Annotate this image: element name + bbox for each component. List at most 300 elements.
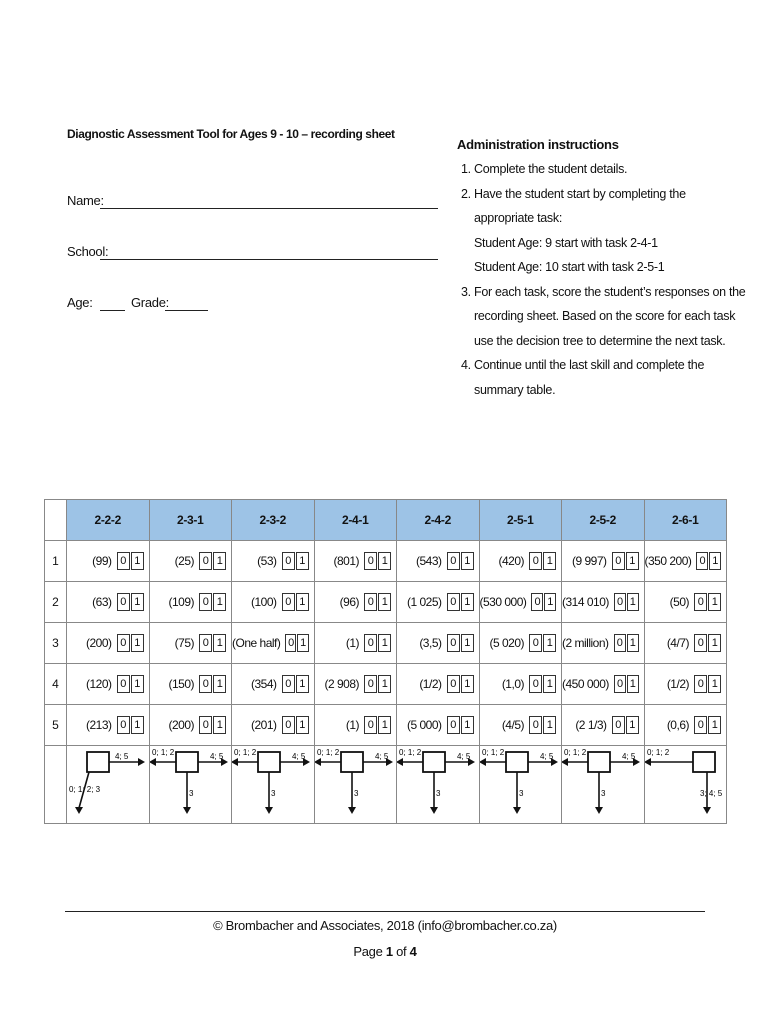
left-score-label: 0; 1; 2 — [399, 748, 422, 757]
response-cell — [562, 623, 645, 664]
instruction-item: 1. Complete the student details. — [474, 157, 747, 182]
cell-content — [645, 716, 727, 734]
cell-content — [480, 716, 562, 734]
cell-content — [480, 593, 562, 611]
task-header: 2-2-2 — [67, 500, 150, 541]
score-one-box[interactable]: 1 — [626, 716, 639, 734]
decision-tree-cell — [644, 746, 727, 824]
score-zero-box[interactable]: 0 — [447, 716, 460, 734]
response-cell — [149, 705, 232, 746]
task-header: 2-3-2 — [232, 500, 315, 541]
score-zero-box[interactable]: 0 — [447, 593, 460, 611]
table-row — [45, 705, 727, 746]
name-field[interactable] — [100, 208, 438, 209]
score-zero-box[interactable]: 0 — [199, 552, 212, 570]
score-zero-box[interactable]: 0 — [282, 593, 295, 611]
down-arrowhead — [430, 807, 438, 814]
expected-answer: (314 010) — [562, 595, 609, 609]
expected-answer: (63) — [92, 595, 112, 609]
task-header: 2-3-1 — [149, 500, 232, 541]
score-one-box[interactable]: 1 — [131, 552, 144, 570]
footer-copyright: © Brombacher and Associates, 2018 (info@brombacher.co.za) — [213, 918, 557, 933]
score-one-box[interactable]: 1 — [461, 716, 474, 734]
cell-content — [67, 593, 149, 611]
score-zero-box[interactable]: 0 — [285, 634, 296, 652]
score-one-box[interactable]: 1 — [543, 675, 556, 693]
task-header: 2-4-2 — [397, 500, 480, 541]
row-number: 2 — [45, 582, 67, 623]
recording-table — [44, 499, 727, 824]
left-arrowhead — [562, 758, 568, 766]
decision-tree-diagram — [150, 746, 230, 818]
cell-content — [232, 675, 314, 693]
expected-answer: (354) — [250, 677, 277, 691]
expected-answer: (1/2) — [419, 677, 442, 691]
score-one-box[interactable]: 1 — [709, 552, 721, 570]
response-cell — [314, 664, 397, 705]
response-cell — [644, 541, 727, 582]
instructions-list — [457, 157, 747, 402]
expected-answer: (5 000) — [406, 718, 442, 732]
task-box — [693, 752, 715, 772]
cell-content — [562, 552, 644, 570]
score-one-box[interactable]: 1 — [378, 552, 391, 570]
left-score-label: 0; 1; 2 — [646, 748, 669, 757]
expected-answer: (350 200) — [644, 554, 692, 568]
right-score-label: 4; 5 — [457, 752, 471, 761]
cell-content — [562, 675, 644, 693]
task-header: 2-4-1 — [314, 500, 397, 541]
response-cell — [314, 623, 397, 664]
right-arrowhead — [138, 758, 145, 766]
cell-content — [645, 634, 727, 652]
left-score-label: 0; 1; 2 — [481, 748, 504, 757]
cell-content — [315, 593, 397, 611]
cell-content — [150, 675, 232, 693]
score-one-box[interactable]: 1 — [378, 593, 391, 611]
right-score-label: 4; 5 — [622, 752, 636, 761]
response-cell — [314, 705, 397, 746]
expected-answer: (53) — [257, 554, 277, 568]
down-arrowhead — [183, 807, 191, 814]
cell-content — [315, 675, 397, 693]
response-cell — [479, 664, 562, 705]
expected-answer: (3,5) — [419, 636, 442, 650]
score-zero-box[interactable]: 0 — [199, 716, 212, 734]
task-header: 2-5-2 — [562, 500, 645, 541]
score-one-box[interactable]: 1 — [131, 675, 144, 693]
school-label: School: — [67, 244, 109, 259]
instruction-item: 3. For each task, score the student’s responses on the recording sheet. Based on the score for each task use the decision tree to determine the next task. — [474, 280, 747, 354]
response-cell — [644, 664, 727, 705]
score-one-box[interactable]: 1 — [543, 634, 556, 652]
score-one-box[interactable]: 1 — [213, 716, 226, 734]
expected-answer: (2 million) — [562, 636, 609, 650]
age-field[interactable] — [100, 310, 125, 311]
cell-content — [232, 634, 314, 652]
left-arrowhead — [645, 758, 651, 766]
score-zero-box[interactable]: 0 — [364, 593, 377, 611]
score-zero-box[interactable]: 0 — [364, 675, 377, 693]
down-score-label: 3 — [601, 789, 606, 798]
age-label: Age: — [67, 295, 93, 310]
score-zero-box[interactable]: 0 — [529, 675, 542, 693]
expected-answer: (25) — [174, 554, 194, 568]
cell-content — [150, 716, 232, 734]
expected-answer: (2 908) — [324, 677, 359, 691]
expected-answer: (1,0) — [501, 677, 524, 691]
page-of: of — [392, 944, 410, 959]
table-row — [45, 582, 727, 623]
task-box — [506, 752, 528, 772]
response-cell — [67, 705, 150, 746]
score-zero-box[interactable]: 0 — [694, 675, 707, 693]
expected-answer: (450 000) — [562, 677, 609, 691]
response-cell — [149, 623, 232, 664]
instruction-item — [474, 182, 747, 280]
score-zero-box[interactable]: 0 — [282, 552, 295, 570]
response-cell — [232, 582, 315, 623]
decision-tree-diagram — [397, 746, 477, 818]
score-zero-box[interactable]: 0 — [614, 634, 626, 652]
cell-content — [67, 716, 149, 734]
score-one-box[interactable]: 1 — [708, 716, 721, 734]
page-total: 4 — [409, 944, 417, 959]
expected-answer: (100) — [250, 595, 277, 609]
score-one-box[interactable]: 1 — [544, 593, 556, 611]
instruction-item-text: Have the student start by completing the appropriate task: — [474, 186, 686, 225]
left-score-label: 0; 1; 2 — [151, 748, 174, 757]
score-one-box[interactable]: 1 — [131, 716, 144, 734]
response-cell — [644, 623, 727, 664]
expected-answer: (1) — [345, 718, 359, 732]
score-one-box[interactable]: 1 — [543, 716, 556, 734]
cell-content — [480, 675, 562, 693]
cell-content — [232, 552, 314, 570]
expected-answer: (50) — [669, 595, 689, 609]
down-arrowhead — [265, 807, 273, 814]
score-one-box[interactable]: 1 — [708, 634, 721, 652]
expected-answer: (1/2) — [666, 677, 689, 691]
score-one-box[interactable]: 1 — [131, 593, 144, 611]
table-row — [45, 664, 727, 705]
expected-answer: (5 020) — [489, 636, 524, 650]
score-zero-box[interactable]: 0 — [117, 634, 130, 652]
score-one-box[interactable]: 1 — [296, 593, 309, 611]
decision-tree-cell — [149, 746, 232, 824]
score-zero-box[interactable]: 0 — [529, 634, 542, 652]
task-box — [87, 752, 109, 772]
response-cell — [67, 664, 150, 705]
right-score-label: 4; 5 — [374, 752, 388, 761]
expected-answer: (109) — [168, 595, 194, 609]
expected-answer: (530 000) — [479, 595, 527, 609]
score-zero-box[interactable]: 0 — [447, 675, 460, 693]
instruction-item: 4. Continue until the last skill and complete the summary table. — [474, 353, 747, 402]
score-one-box[interactable]: 1 — [213, 675, 226, 693]
down-score-label: 3 — [188, 789, 193, 798]
score-one-box[interactable]: 1 — [626, 552, 639, 570]
response-cell — [67, 623, 150, 664]
score-zero-box[interactable]: 0 — [117, 593, 130, 611]
expected-answer: (120) — [85, 677, 112, 691]
score-one-box[interactable]: 1 — [297, 634, 308, 652]
expected-answer: (150) — [168, 677, 194, 691]
table-row — [45, 541, 727, 582]
decision-tree-diagram — [67, 746, 147, 818]
decision-tree-cell — [314, 746, 397, 824]
expected-answer: (801) — [333, 554, 359, 568]
expected-answer: (1 025) — [406, 595, 442, 609]
left-arrowhead — [397, 758, 403, 766]
expected-answer: (9 997) — [571, 554, 607, 568]
cell-content — [480, 634, 562, 652]
expected-answer: (75) — [174, 636, 194, 650]
score-zero-box[interactable]: 0 — [447, 552, 460, 570]
right-score-label: 4; 5 — [115, 752, 129, 761]
expected-answer: (201) — [250, 718, 277, 732]
left-score-label: 0; 1; 2 — [316, 748, 339, 757]
cell-content — [67, 675, 149, 693]
instruction-sub-item: Student Age: 9 start with task 2-4-1 — [474, 235, 658, 250]
score-zero-box[interactable]: 0 — [447, 634, 460, 652]
score-zero-box[interactable]: 0 — [364, 552, 377, 570]
score-one-box[interactable]: 1 — [296, 716, 309, 734]
response-cell — [149, 541, 232, 582]
name-label: Name: — [67, 193, 104, 208]
expected-answer: (0,6) — [666, 718, 689, 732]
score-zero-box[interactable]: 0 — [612, 716, 625, 734]
response-cell — [562, 705, 645, 746]
response-cell — [149, 664, 232, 705]
grade-field[interactable] — [165, 310, 208, 311]
score-one-box[interactable]: 1 — [461, 552, 474, 570]
score-zero-box[interactable]: 0 — [199, 675, 212, 693]
score-zero-box[interactable]: 0 — [364, 716, 377, 734]
left-arrowhead — [480, 758, 486, 766]
response-cell — [562, 582, 645, 623]
score-zero-box[interactable]: 0 — [282, 675, 295, 693]
right-score-label: 4; 5 — [292, 752, 306, 761]
cell-content — [150, 552, 232, 570]
expected-answer: (420) — [498, 554, 524, 568]
grade-label: Grade: — [131, 295, 169, 310]
blank-cell — [45, 746, 67, 824]
decision-tree-cell — [232, 746, 315, 824]
score-one-box[interactable]: 1 — [213, 552, 226, 570]
down-arrowhead — [513, 807, 521, 814]
response-cell — [232, 664, 315, 705]
down-arrowhead — [348, 807, 356, 814]
decision-tree-row — [45, 746, 727, 824]
header-row — [45, 500, 727, 541]
expected-answer: (96) — [339, 595, 359, 609]
score-one-box[interactable]: 1 — [461, 593, 474, 611]
score-one-box[interactable]: 1 — [296, 552, 309, 570]
response-cell — [67, 541, 150, 582]
score-zero-box[interactable]: 0 — [529, 552, 542, 570]
response-cell — [232, 705, 315, 746]
response-cell — [232, 541, 315, 582]
decision-tree-cell — [67, 746, 150, 824]
decision-tree-cell — [562, 746, 645, 824]
score-zero-box[interactable]: 0 — [117, 552, 130, 570]
response-cell — [149, 582, 232, 623]
task-box — [423, 752, 445, 772]
score-one-box[interactable]: 1 — [627, 634, 639, 652]
cell-content — [397, 675, 479, 693]
down-score-label: 3 — [271, 789, 276, 798]
page-number — [0, 944, 770, 959]
expected-answer: (One half) — [232, 636, 281, 650]
score-one-box[interactable]: 1 — [627, 675, 639, 693]
left-score-label: 0; 1; 2 — [234, 748, 257, 757]
down-score-label: 0; 1; 2; 3 — [69, 785, 101, 794]
decision-tree-diagram — [315, 746, 395, 818]
score-zero-box[interactable]: 0 — [529, 716, 542, 734]
left-arrowhead — [232, 758, 238, 766]
instruction-sub-item: Student Age: 10 start with task 2-5-1 — [474, 260, 665, 274]
task-header: 2-6-1 — [644, 500, 727, 541]
response-cell — [397, 623, 480, 664]
response-cell — [397, 541, 480, 582]
score-zero-box[interactable]: 0 — [694, 634, 707, 652]
down-score-label: 3 — [436, 789, 441, 798]
expected-answer: (4/5) — [501, 718, 524, 732]
decision-tree-diagram — [480, 746, 560, 818]
response-cell — [314, 541, 397, 582]
left-score-label: 0; 1; 2 — [564, 748, 587, 757]
task-header: 2-5-1 — [479, 500, 562, 541]
right-score-label: 4; 5 — [209, 752, 223, 761]
response-cell — [479, 582, 562, 623]
response-cell — [397, 582, 480, 623]
cell-content — [645, 593, 727, 611]
expected-answer: (2 1/3) — [575, 718, 607, 732]
down-score-label: 3; 4; 5 — [699, 789, 722, 798]
decision-tree-cell — [479, 746, 562, 824]
cell-content — [150, 634, 232, 652]
score-one-box[interactable]: 1 — [213, 634, 226, 652]
cell-content — [397, 552, 479, 570]
expected-answer: (1) — [345, 636, 359, 650]
cell-content — [315, 716, 397, 734]
score-one-box[interactable]: 1 — [461, 675, 474, 693]
score-zero-box[interactable]: 0 — [694, 716, 707, 734]
cell-content — [645, 552, 727, 570]
score-zero-box[interactable]: 0 — [199, 593, 212, 611]
score-zero-box[interactable]: 0 — [282, 716, 295, 734]
response-cell — [67, 582, 150, 623]
score-zero-box[interactable]: 0 — [614, 593, 626, 611]
cell-content — [397, 634, 479, 652]
score-one-box[interactable]: 1 — [378, 675, 391, 693]
row-number: 1 — [45, 541, 67, 582]
cell-content — [67, 634, 149, 652]
score-zero-box[interactable]: 0 — [199, 634, 212, 652]
footer-divider — [65, 911, 705, 912]
expected-answer: (543) — [415, 554, 442, 568]
score-zero-box[interactable]: 0 — [117, 675, 130, 693]
response-cell — [644, 582, 727, 623]
expected-answer: (200) — [168, 718, 194, 732]
score-zero-box[interactable]: 0 — [364, 634, 377, 652]
cell-content — [150, 593, 232, 611]
decision-tree-diagram — [562, 746, 642, 818]
response-cell — [562, 664, 645, 705]
score-one-box[interactable]: 1 — [627, 593, 639, 611]
score-one-box[interactable]: 1 — [378, 716, 391, 734]
task-box — [176, 752, 198, 772]
expected-answer: (4/7) — [666, 636, 689, 650]
decision-tree-diagram — [232, 746, 312, 818]
score-one-box[interactable]: 1 — [296, 675, 309, 693]
expected-answer: (213) — [85, 718, 112, 732]
score-one-box[interactable]: 1 — [461, 634, 474, 652]
score-zero-box[interactable]: 0 — [694, 593, 707, 611]
cell-content — [645, 675, 727, 693]
page-prefix: Page — [353, 944, 386, 959]
cell-content — [562, 716, 644, 734]
cell-content — [397, 593, 479, 611]
corner-cell — [45, 500, 67, 541]
task-box — [258, 752, 280, 772]
score-zero-box[interactable]: 0 — [117, 716, 130, 734]
page-current: 1 — [385, 944, 393, 959]
score-zero-box[interactable]: 0 — [614, 675, 626, 693]
cell-content — [232, 716, 314, 734]
response-cell — [397, 664, 480, 705]
response-cell — [479, 705, 562, 746]
instructions-heading: Administration instructions — [457, 137, 619, 152]
response-cell — [644, 705, 727, 746]
down-score-label: 3 — [353, 789, 358, 798]
row-number: 5 — [45, 705, 67, 746]
left-arrowhead — [315, 758, 321, 766]
score-zero-box[interactable]: 0 — [531, 593, 543, 611]
school-field[interactable] — [100, 259, 438, 260]
down-arrowhead — [595, 807, 603, 814]
response-cell — [232, 623, 315, 664]
cell-content — [480, 552, 562, 570]
cell-content — [562, 593, 644, 611]
down-arrowhead — [75, 807, 83, 814]
score-one-box[interactable]: 1 — [543, 552, 556, 570]
score-zero-box[interactable]: 0 — [696, 552, 708, 570]
decision-tree-cell — [397, 746, 480, 824]
score-one-box[interactable]: 1 — [708, 675, 721, 693]
row-number: 4 — [45, 664, 67, 705]
cell-content — [315, 552, 397, 570]
response-cell — [479, 541, 562, 582]
score-one-box[interactable]: 1 — [378, 634, 391, 652]
score-one-box[interactable]: 1 — [131, 634, 144, 652]
response-cell — [314, 582, 397, 623]
cell-content — [562, 634, 644, 652]
administration-instructions — [457, 137, 747, 402]
row-number: 3 — [45, 623, 67, 664]
response-cell — [479, 623, 562, 664]
score-zero-box[interactable]: 0 — [612, 552, 625, 570]
response-cell — [562, 541, 645, 582]
down-score-label: 3 — [518, 789, 523, 798]
score-one-box[interactable]: 1 — [708, 593, 721, 611]
cell-content — [67, 552, 149, 570]
score-one-box[interactable]: 1 — [213, 593, 226, 611]
cell-content — [315, 634, 397, 652]
task-box — [341, 752, 363, 772]
sheet-title: Diagnostic Assessment Tool for Ages 9 - 10 – recording sheet — [67, 127, 395, 141]
